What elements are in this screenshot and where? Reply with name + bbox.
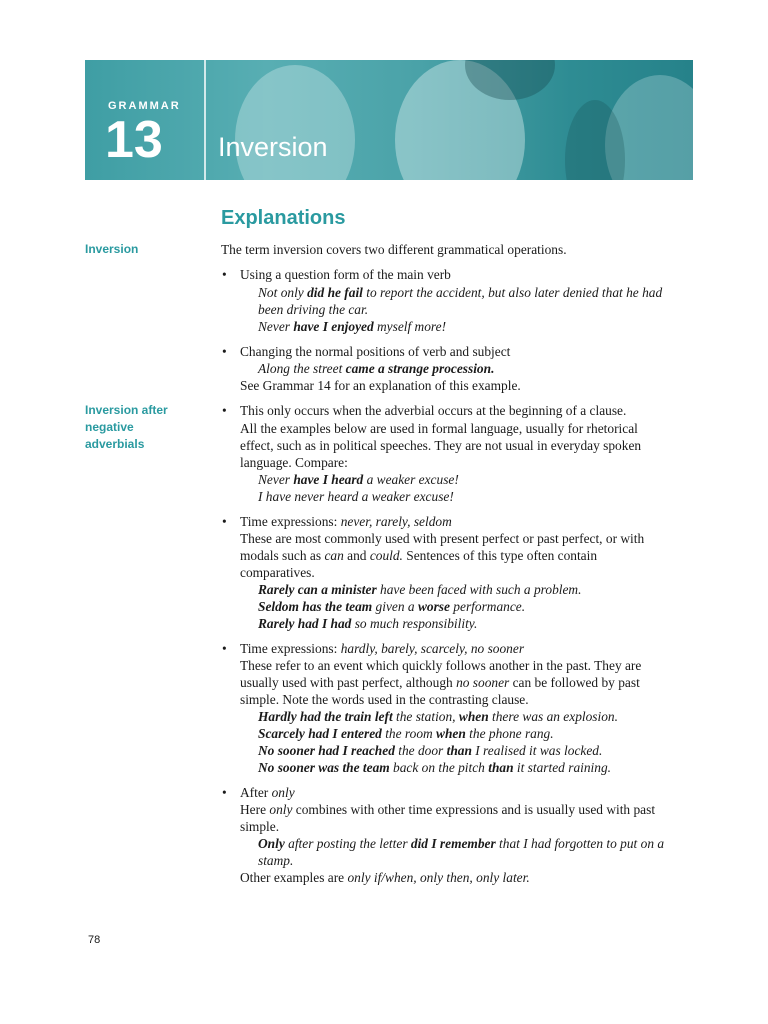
example-line <box>258 759 611 776</box>
bullet-icon: • <box>222 785 227 800</box>
example-line <box>258 742 602 759</box>
body-part: can be followed by past <box>509 675 640 690</box>
body-italic: could. <box>369 548 403 563</box>
body-text <box>240 869 530 886</box>
example-part: a weaker excuse! <box>363 472 459 487</box>
side-label-inversion: Inversion <box>85 242 139 256</box>
example-part: have been faced with such a problem. <box>376 582 582 597</box>
body-text: These are most commonly used with present perfect or past perfect, or with <box>240 531 645 546</box>
bullet-text <box>240 513 452 530</box>
bullet-icon: • <box>222 403 227 418</box>
side-label-line: negative <box>85 420 134 434</box>
body-text: simple. Note the words used in the contrasting clause. <box>240 692 529 707</box>
chapter-number: 13 <box>105 111 163 169</box>
body-part: modals such as <box>240 548 325 563</box>
example-emphasis: Rarely can a minister <box>258 582 377 597</box>
example-line <box>258 598 525 615</box>
example-emphasis: have I enjoyed <box>293 319 374 334</box>
example-part: there was an explosion. <box>488 709 618 724</box>
example-emphasis: than <box>488 760 514 775</box>
example-part: so much responsibility. <box>351 616 478 631</box>
example-line <box>258 708 618 725</box>
body-text <box>240 547 597 564</box>
bullet-text <box>240 640 524 657</box>
body-text: language. Compare: <box>240 455 348 470</box>
bullet-text: This only occurs when the adverbial occurs at the beginning of a clause. <box>240 403 627 418</box>
bullet-icon: • <box>222 641 227 656</box>
example-line <box>258 615 477 632</box>
example-part: the room <box>381 726 437 741</box>
example-part: that I had forgotten to put on a <box>495 836 665 851</box>
bullet-italic: only <box>271 785 295 800</box>
body-part: Sentences of this type often contain <box>402 548 598 563</box>
chapter-banner <box>85 60 693 180</box>
body-text: All the examples below are used in formal language, usually for rhetorical <box>240 421 638 436</box>
body-part: Here <box>240 802 270 817</box>
body-text: These refer to an event which quickly follows another in the past. They are <box>240 658 642 673</box>
example-line <box>258 360 494 377</box>
example-line <box>258 725 554 742</box>
example-part: Never <box>258 319 294 334</box>
example-emphasis: Only <box>258 836 285 851</box>
example-emphasis: No sooner had I reached <box>258 743 395 758</box>
example-part: to report the accident, but also later denied that he had <box>362 285 663 300</box>
body-text: effect, such as in political speeches. They are not usual in everyday spoken <box>240 438 642 453</box>
bullet-part: After <box>240 785 272 800</box>
chapter-label: GRAMMAR <box>108 100 181 112</box>
bullet-italic: never, rarely, seldom <box>340 514 452 529</box>
bullet-icon: • <box>222 267 227 282</box>
body-italic: no sooner <box>456 675 510 690</box>
example-line <box>258 284 662 301</box>
example-emphasis: when <box>458 709 489 724</box>
example-part: Not only <box>258 285 308 300</box>
side-label-line: Inversion after <box>85 403 168 417</box>
body-part: and <box>343 548 370 563</box>
example-part: performance. <box>449 599 526 614</box>
example-part: back on the pitch <box>389 760 489 775</box>
body-text: See Grammar 14 for an explanation of this example. <box>240 378 521 393</box>
section-heading: Explanations <box>221 207 346 229</box>
example-line: been driving the car. <box>258 302 369 317</box>
body-part: combines with other time expressions and is usually used with past <box>292 802 656 817</box>
bullet-part: Time expressions: <box>240 641 341 656</box>
example-part: the door <box>394 743 447 758</box>
body-text <box>240 801 655 818</box>
example-part: I realised it was locked. <box>471 743 603 758</box>
example-emphasis: when <box>436 726 466 741</box>
bullet-icon: • <box>222 344 227 359</box>
example-line <box>258 318 446 335</box>
example-part: given a <box>372 599 418 614</box>
chapter-title: Inversion <box>218 132 328 162</box>
example-line <box>258 471 459 488</box>
body-text: simple. <box>240 819 280 834</box>
bullet-part: Time expressions: <box>240 514 341 529</box>
body-text <box>240 674 640 691</box>
example-part: it started raining. <box>513 760 612 775</box>
example-emphasis: than <box>446 743 472 758</box>
bullet-italic: hardly, barely, scarcely, no sooner <box>340 641 525 656</box>
example-emphasis: Scarcely had I entered <box>258 726 382 741</box>
body-italic: only if/when, only then, only later. <box>347 870 530 885</box>
example-part: myself more! <box>373 319 447 334</box>
banner-divider <box>204 60 206 180</box>
example-emphasis: No sooner was the team <box>258 760 390 775</box>
body-part: usually used with past perfect, although <box>240 675 457 690</box>
bullet-icon: • <box>222 514 227 529</box>
example-emphasis: worse <box>417 599 450 614</box>
bullet-text: Changing the normal positions of verb and subject <box>240 344 511 359</box>
example-emphasis: Seldom has the team <box>258 599 373 614</box>
bullet-text <box>240 784 295 801</box>
example-part: Never <box>258 472 294 487</box>
example-emphasis: did he fail <box>307 285 363 300</box>
intro-text: The term inversion covers two different grammatical operations. <box>221 242 567 257</box>
example-part: the phone rang. <box>465 726 554 741</box>
example-emphasis: Hardly had the train left <box>258 709 393 724</box>
example-line: I have never heard a weaker excuse! <box>258 489 454 504</box>
example-part: after posting the letter <box>284 836 411 851</box>
body-part: Other examples are <box>240 870 348 885</box>
example-part: the station, <box>392 709 459 724</box>
example-emphasis: came a strange procession. <box>345 361 495 376</box>
example-line: stamp. <box>258 853 294 868</box>
example-emphasis: Rarely had I had <box>258 616 352 631</box>
body-text: comparatives. <box>240 565 315 580</box>
example-emphasis: have I heard <box>293 472 364 487</box>
body-italic: only <box>269 802 293 817</box>
side-label-negative-adverbials <box>85 402 195 453</box>
example-part: Along the street <box>258 361 346 376</box>
page-number: 78 <box>88 934 101 946</box>
example-line <box>258 581 581 598</box>
side-label-line: adverbials <box>85 437 145 451</box>
example-line <box>258 835 664 852</box>
bullet-text: Using a question form of the main verb <box>240 267 451 282</box>
body-italic: can <box>324 548 344 563</box>
example-emphasis: did I remember <box>410 836 496 851</box>
